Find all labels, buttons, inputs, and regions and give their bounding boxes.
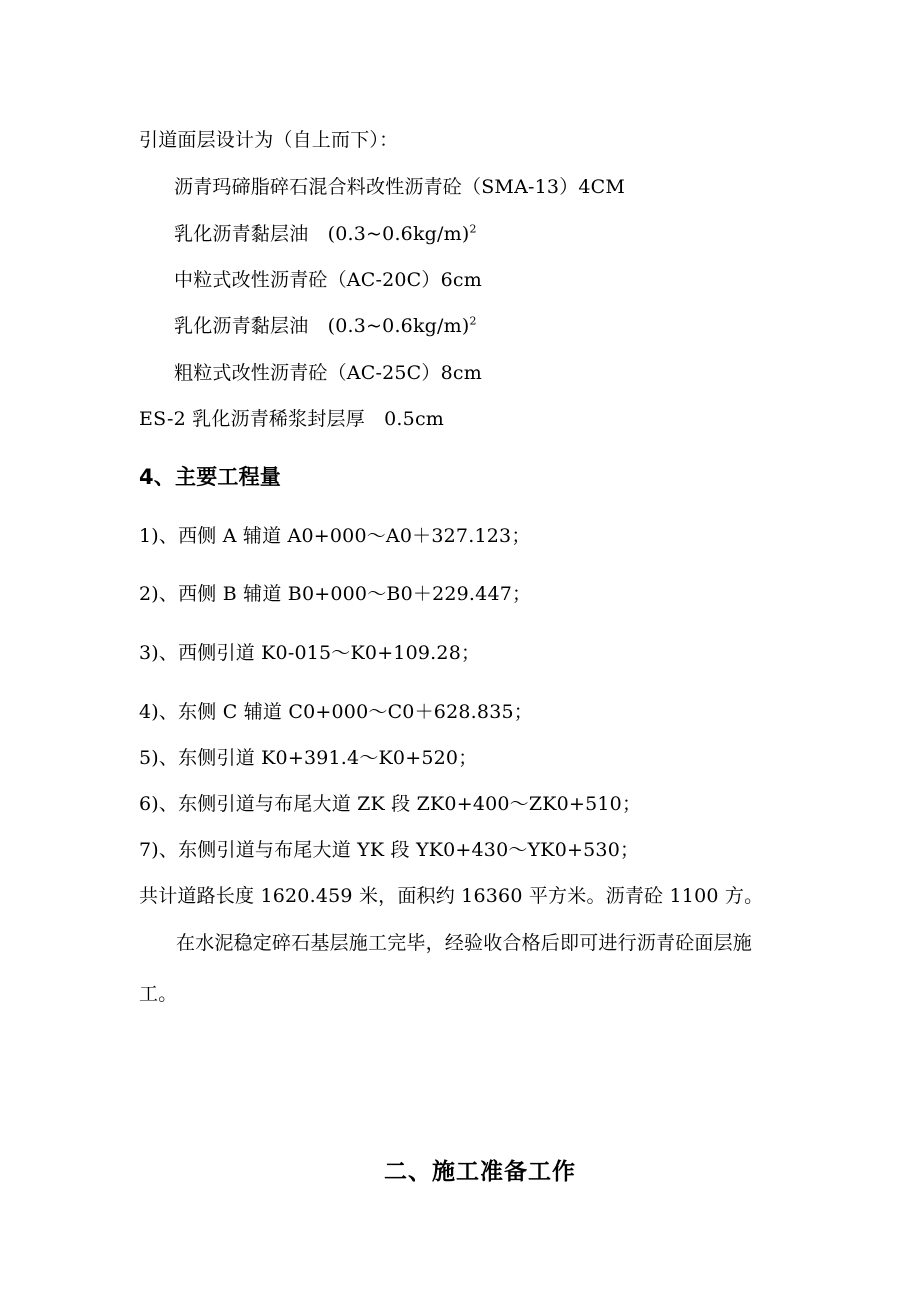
quantity-item-6: 6)、东侧引道与布尾大道 ZK 段 ZK0+400～ZK0+510；	[139, 793, 642, 815]
layer-tack-coat-1-text: 乳化沥青黏层油 (0.3~0.6kg/m)	[174, 223, 470, 245]
chapter-title: 二、施工准备工作	[384, 1159, 576, 1185]
layer-sma13: 沥青玛碲脂碎石混合料改性沥青砼（SMA-13）4CM	[174, 176, 626, 198]
quantity-item-1: 1)、西侧 A 辅道 A0+000～A0＋327.123；	[139, 525, 531, 547]
layer-tack-coat-2-text: 乳化沥青黏层油 (0.3~0.6kg/m)	[174, 315, 470, 337]
superscript-2: 2	[469, 222, 477, 236]
quantity-item-7: 7)、东侧引道与布尾大道 YK 段 YK0+430～YK0+530；	[139, 839, 640, 861]
paragraph-line-2: 工。	[139, 983, 178, 1005]
superscript-2: 2	[469, 314, 477, 328]
intro-text: 引道面层设计为（自上而下）：	[139, 129, 399, 151]
total-summary: 共计道路长度 1620.459 米，面积约 16360 平方米。沥青砼 1100 方。	[139, 885, 764, 907]
quantity-item-3: 3)、西侧引道 K0-015～K0+109.28；	[139, 642, 481, 664]
paragraph-line-1: 在水泥稳定碎石基层施工完毕，经验收合格后即可进行沥青砼面层施	[176, 932, 753, 954]
quantity-item-5: 5)、东侧引道 K0+391.4～K0+520；	[139, 747, 478, 769]
section-heading: 4、主要工程量	[139, 465, 282, 489]
seal-layer: ES-2 乳化沥青稀浆封层厚 0.5cm	[139, 408, 445, 430]
quantity-item-4: 4)、东侧 C 辅道 C0+000～C0＋628.835；	[139, 701, 533, 723]
layer-ac25c: 粗粒式改性沥青砼（AC-25C）8cm	[174, 362, 482, 384]
quantity-item-2: 2)、西侧 B 辅道 B0+000～B0＋229.447；	[139, 583, 532, 605]
layer-tack-coat-2	[174, 314, 477, 338]
layer-tack-coat-1	[174, 222, 477, 246]
layer-ac20c: 中粒式改性沥青砼（AC-20C）6cm	[174, 269, 482, 291]
